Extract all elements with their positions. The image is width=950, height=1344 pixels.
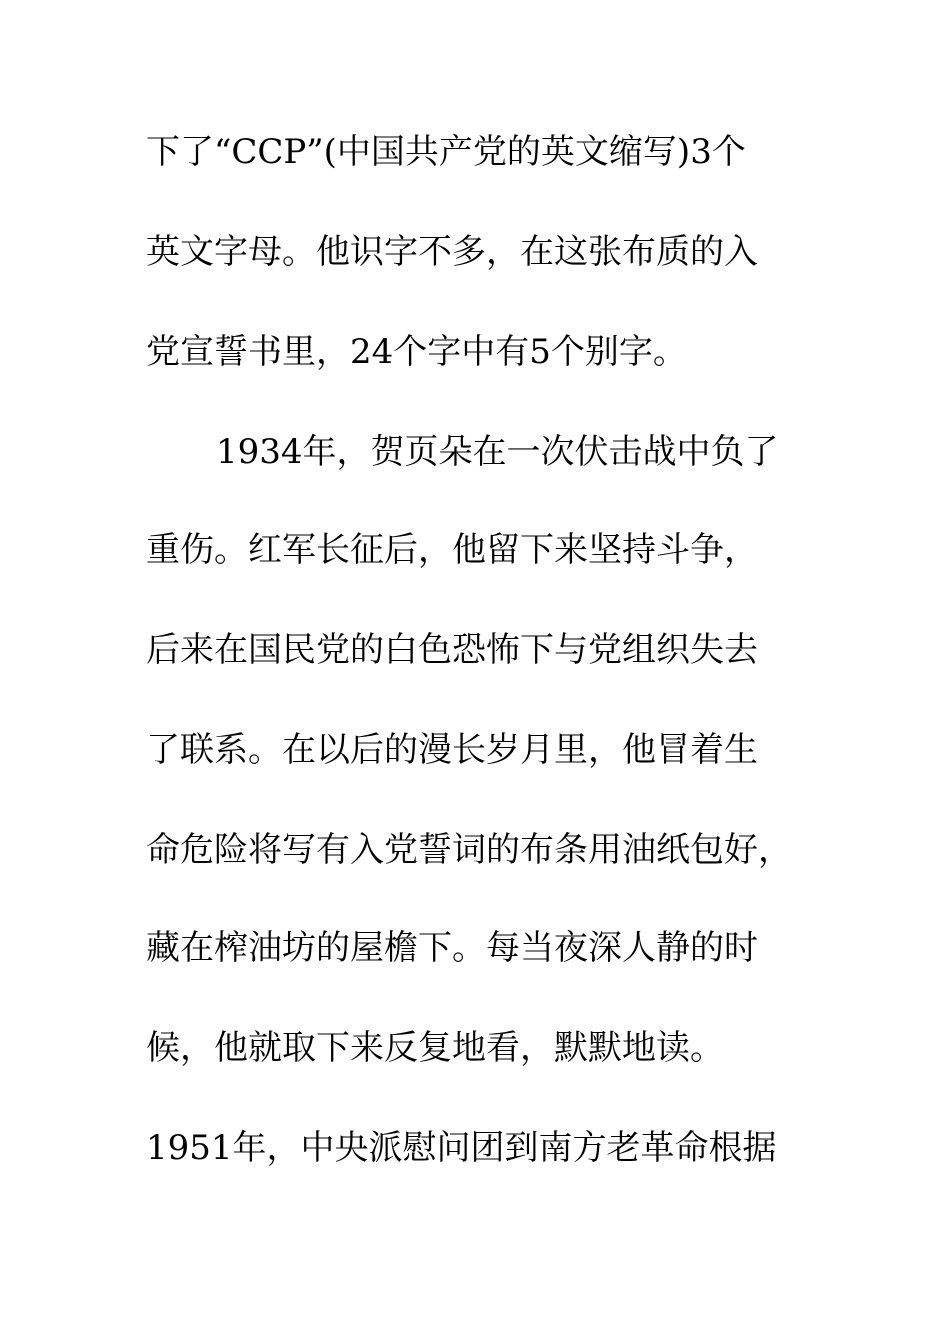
text-line-6: 后来在国民党的白色恐怖下与党组织失去 [146,630,758,670]
text-line-10: 候，他就取下来反复地看，默默地读。 [146,1028,724,1068]
text-line-11: 1951年，中央派慰问团到南方老革命根据 [146,1128,777,1168]
text-line-2: 英文字母。他识字不多，在这张布质的入 [146,232,758,272]
text-line-4: 1934年，贺页朵在一次伏击战中负了 [216,432,779,472]
text-line-3: 党宣誓书里，24个字中有5个别字。 [146,332,687,372]
text-line-7: 了联系。在以后的漫长岁月里，他冒着生 [146,730,758,770]
text-line-5: 重伤。红军长征后，他留下来坚持斗争， [146,530,758,570]
text-line-1: 下了“CCP”(中国共产党的英文缩写)3个 [146,132,746,172]
text-line-9: 藏在榨油坊的屋檐下。每当夜深人静的时 [146,928,758,968]
text-line-8: 命危险将写有入党誓词的布条用油纸包好， [146,830,792,870]
